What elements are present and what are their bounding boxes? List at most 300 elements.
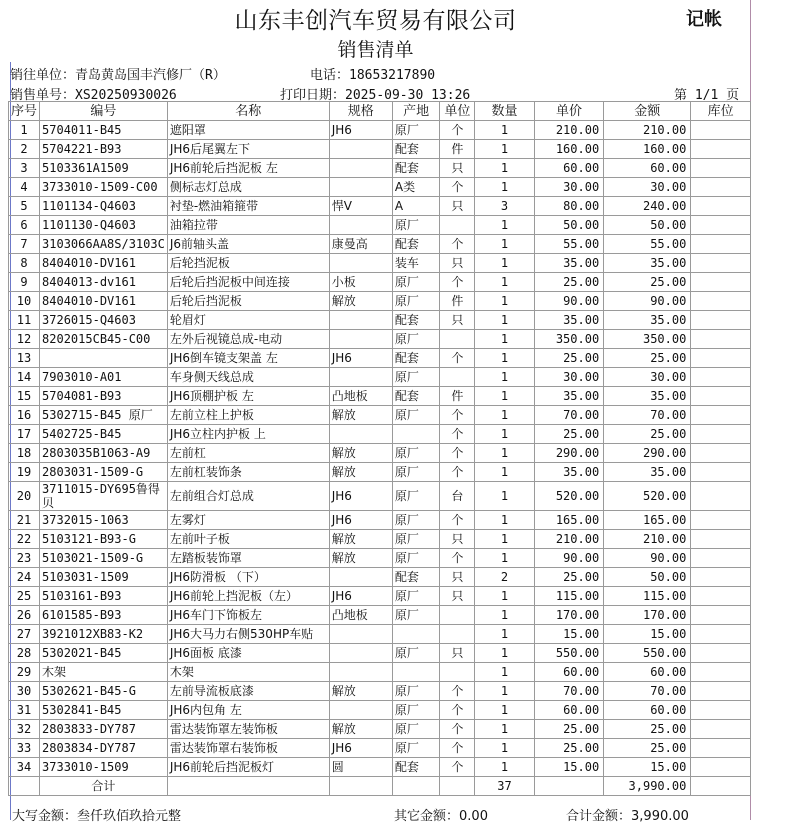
origin-cell: 配套 — [392, 349, 440, 368]
total-amount: 3,990.00 — [604, 777, 691, 796]
amount-cell: 30.00 — [604, 178, 691, 197]
storage-location-cell — [691, 216, 751, 235]
part-code-cell: 1101134-Q4603 — [40, 197, 168, 216]
amount-cell: 25.00 — [604, 720, 691, 739]
spec-cell — [329, 254, 392, 273]
amount-cell: 30.00 — [604, 368, 691, 387]
table-row — [9, 216, 751, 235]
amount-cell: 60.00 — [604, 663, 691, 682]
origin-cell: 原厂 — [392, 606, 440, 625]
origin-cell: 配套 — [392, 140, 440, 159]
quantity-cell: 2 — [475, 568, 535, 587]
unit-price-cell: 15.00 — [534, 758, 603, 777]
table-row — [9, 406, 751, 425]
part-name-cell: 车身侧天线总成 — [167, 368, 329, 387]
items-table — [8, 101, 751, 796]
unit-cell: 个 — [440, 178, 475, 197]
unit-price-cell: 35.00 — [534, 254, 603, 273]
storage-location-cell — [691, 406, 751, 425]
unit-cell: 个 — [440, 444, 475, 463]
origin-cell — [392, 625, 440, 644]
storage-location-cell — [691, 568, 751, 587]
unit-cell: 个 — [440, 701, 475, 720]
row-number-cell: 4 — [9, 178, 40, 197]
storage-location-cell — [691, 482, 751, 511]
amount-cell: 35.00 — [604, 463, 691, 482]
unit-cell: 个 — [440, 511, 475, 530]
storage-location-cell — [691, 530, 751, 549]
total-qty: 37 — [475, 777, 535, 796]
unit-cell — [440, 663, 475, 682]
part-name-cell: 侧标志灯总成 — [167, 178, 329, 197]
unit-cell: 个 — [440, 273, 475, 292]
part-name-cell: 木架 — [167, 663, 329, 682]
spec-cell — [329, 330, 392, 349]
origin-cell: 原厂 — [392, 273, 440, 292]
table-row — [9, 425, 751, 444]
table-row — [9, 663, 751, 682]
quantity-cell: 1 — [475, 140, 535, 159]
amount-cell: 25.00 — [604, 425, 691, 444]
phone-label: 电话： — [310, 68, 350, 83]
row-number-cell: 5 — [9, 197, 40, 216]
table-row — [9, 644, 751, 663]
quantity-cell: 1 — [475, 463, 535, 482]
part-name-cell: 雷达装饰罩左装饰板 — [167, 720, 329, 739]
quantity-cell: 1 — [475, 644, 535, 663]
amount-cell: 160.00 — [604, 140, 691, 159]
storage-location-cell — [691, 606, 751, 625]
part-code-cell: 5704081-B93 — [40, 387, 168, 406]
quantity-cell: 1 — [475, 311, 535, 330]
quantity-cell: 1 — [475, 406, 535, 425]
col-header: 产地 — [392, 102, 440, 121]
spec-cell — [329, 663, 392, 682]
part-name-cell: 后轮后挡泥板中间连接 — [167, 273, 329, 292]
part-code-cell: 7903010-A01 — [40, 368, 168, 387]
unit-price-cell: 30.00 — [534, 178, 603, 197]
spec-cell — [329, 311, 392, 330]
table-row — [9, 587, 751, 606]
storage-location-cell — [691, 387, 751, 406]
spec-cell — [329, 625, 392, 644]
unit-price-cell: 50.00 — [534, 216, 603, 235]
row-number-cell: 28 — [9, 644, 40, 663]
unit-price-cell: 90.00 — [534, 292, 603, 311]
origin-cell: 配套 — [392, 387, 440, 406]
part-name-cell: 遮阳罩 — [167, 121, 329, 140]
part-code-cell: 5402725-B45 — [40, 425, 168, 444]
storage-location-cell — [691, 663, 751, 682]
amount-cell: 25.00 — [604, 273, 691, 292]
row-number-cell: 30 — [9, 682, 40, 701]
table-row — [9, 140, 751, 159]
row-number-cell: 1 — [9, 121, 40, 140]
amount-words-value: 叁仟玖佰玖拾元整 — [77, 809, 182, 824]
print-date-label: 打印日期： — [280, 88, 346, 103]
part-code-cell: 3103066AA8S/3103C — [40, 235, 168, 254]
spec-cell: 解放 — [329, 463, 392, 482]
table-row — [9, 530, 751, 549]
row-number-cell: 18 — [9, 444, 40, 463]
unit-price-cell: 60.00 — [534, 159, 603, 178]
part-name-cell: 左外后视镜总成-电动 — [167, 330, 329, 349]
unit-price-cell: 520.00 — [534, 482, 603, 511]
part-name-cell: JH6前轮后挡泥板灯 — [167, 758, 329, 777]
customer-line — [10, 64, 226, 83]
part-code-cell: 5302715-B45 原厂 — [40, 406, 168, 425]
amount-cell: 25.00 — [604, 349, 691, 368]
table-row — [9, 463, 751, 482]
row-number-cell: 13 — [9, 349, 40, 368]
total-label: 合计 — [40, 777, 168, 796]
row-number-cell: 22 — [9, 530, 40, 549]
part-name-cell: 左前立柱上护板 — [167, 406, 329, 425]
unit-price-cell: 30.00 — [534, 368, 603, 387]
table-row — [9, 387, 751, 406]
unit-price-cell: 15.00 — [534, 625, 603, 644]
part-name-cell: 后轮后挡泥板 — [167, 292, 329, 311]
origin-cell: 原厂 — [392, 701, 440, 720]
amount-cell: 350.00 — [604, 330, 691, 349]
spec-cell: 圆 — [329, 758, 392, 777]
storage-location-cell — [691, 425, 751, 444]
amount-cell: 210.00 — [604, 121, 691, 140]
unit-cell — [440, 606, 475, 625]
storage-location-cell — [691, 368, 751, 387]
total-cell — [534, 777, 603, 796]
quantity-cell: 1 — [475, 663, 535, 682]
spec-cell — [329, 368, 392, 387]
row-number-cell: 32 — [9, 720, 40, 739]
storage-location-cell — [691, 273, 751, 292]
phone-number: 18653217890 — [349, 68, 436, 83]
part-code-cell: 5704011-B45 — [40, 121, 168, 140]
col-header: 金额 — [604, 102, 691, 121]
storage-location-cell — [691, 463, 751, 482]
table-row — [9, 178, 751, 197]
col-header: 名称 — [167, 102, 329, 121]
origin-cell: 原厂 — [392, 368, 440, 387]
row-number-cell: 12 — [9, 330, 40, 349]
unit-price-cell: 25.00 — [534, 273, 603, 292]
storage-location-cell — [691, 444, 751, 463]
unit-price-cell: 160.00 — [534, 140, 603, 159]
unit-cell: 只 — [440, 254, 475, 273]
amount-cell: 35.00 — [604, 311, 691, 330]
storage-location-cell — [691, 739, 751, 758]
row-number-cell: 34 — [9, 758, 40, 777]
origin-cell: 原厂 — [392, 530, 440, 549]
part-code-cell: 5302841-B45 — [40, 701, 168, 720]
table-row — [9, 739, 751, 758]
unit-cell: 只 — [440, 530, 475, 549]
spec-cell: 凸地板 — [329, 387, 392, 406]
total-cell — [167, 777, 329, 796]
quantity-cell: 1 — [475, 254, 535, 273]
table-row — [9, 682, 751, 701]
quantity-cell: 1 — [475, 606, 535, 625]
spec-cell — [329, 425, 392, 444]
unit-cell: 件 — [440, 140, 475, 159]
row-number-cell: 19 — [9, 463, 40, 482]
quantity-cell: 1 — [475, 758, 535, 777]
spec-cell: 解放 — [329, 292, 392, 311]
col-header: 单位 — [440, 102, 475, 121]
unit-cell: 个 — [440, 121, 475, 140]
unit-price-cell: 210.00 — [534, 121, 603, 140]
bookkeeping-badge: 记帐 — [686, 9, 722, 30]
table-row — [9, 159, 751, 178]
amount-cell: 55.00 — [604, 235, 691, 254]
unit-price-cell: 25.00 — [534, 720, 603, 739]
unit-cell — [440, 216, 475, 235]
storage-location-cell — [691, 720, 751, 739]
spec-cell: 凸地板 — [329, 606, 392, 625]
part-code-cell: 8404013-dv161 — [40, 273, 168, 292]
col-header: 单价 — [534, 102, 603, 121]
amount-cell: 50.00 — [604, 568, 691, 587]
part-name-cell: JH6后尾翼左下 — [167, 140, 329, 159]
origin-cell: 原厂 — [392, 463, 440, 482]
company-name: 山东丰创汽车贸易有限公司 — [234, 8, 517, 34]
storage-location-cell — [691, 292, 751, 311]
spec-cell — [329, 178, 392, 197]
storage-location-cell — [691, 311, 751, 330]
unit-cell: 个 — [440, 463, 475, 482]
table-body — [9, 121, 751, 777]
unit-price-cell: 70.00 — [534, 682, 603, 701]
amount-cell: 240.00 — [604, 197, 691, 216]
amount-words-label: 大写金额： — [12, 809, 78, 824]
part-code-cell: 2803834-DY787 — [40, 739, 168, 758]
spec-cell — [329, 568, 392, 587]
origin-cell: 原厂 — [392, 549, 440, 568]
spec-cell: 康曼高 — [329, 235, 392, 254]
quantity-cell: 1 — [475, 587, 535, 606]
part-code-cell: 5103121-B93-G — [40, 530, 168, 549]
storage-location-cell — [691, 349, 751, 368]
unit-price-cell: 35.00 — [534, 311, 603, 330]
part-code-cell: 8404010-DV161 — [40, 292, 168, 311]
table-row — [9, 482, 751, 511]
unit-price-cell: 25.00 — [534, 349, 603, 368]
part-name-cell: 左踏板装饰罩 — [167, 549, 329, 568]
total-row — [9, 777, 751, 796]
spec-cell: 解放 — [329, 406, 392, 425]
amount-cell: 70.00 — [604, 406, 691, 425]
origin-cell: 原厂 — [392, 720, 440, 739]
amount-in-words — [12, 805, 181, 824]
total-cell — [440, 777, 475, 796]
spec-cell: 解放 — [329, 530, 392, 549]
unit-cell: 个 — [440, 758, 475, 777]
part-code-cell: 2803833-DY787 — [40, 720, 168, 739]
unit-price-cell: 170.00 — [534, 606, 603, 625]
table-row — [9, 606, 751, 625]
unit-cell: 只 — [440, 159, 475, 178]
part-code-cell: 2803031-1509-G — [40, 463, 168, 482]
table-row — [9, 330, 751, 349]
table-row — [9, 625, 751, 644]
amount-cell: 115.00 — [604, 587, 691, 606]
unit-cell: 个 — [440, 235, 475, 254]
unit-price-cell: 55.00 — [534, 235, 603, 254]
part-name-cell: 左雾灯 — [167, 511, 329, 530]
storage-location-cell — [691, 121, 751, 140]
amount-cell: 165.00 — [604, 511, 691, 530]
part-code-cell: 2803035B1063-A9 — [40, 444, 168, 463]
grand-total — [566, 805, 689, 824]
storage-location-cell — [691, 549, 751, 568]
unit-price-cell: 550.00 — [534, 644, 603, 663]
amount-cell: 170.00 — [604, 606, 691, 625]
row-number-cell: 29 — [9, 663, 40, 682]
quantity-cell: 1 — [475, 625, 535, 644]
table-row — [9, 349, 751, 368]
unit-cell: 件 — [440, 387, 475, 406]
customer-name: 青岛黄岛国丰汽修厂（R） — [75, 68, 226, 83]
origin-cell: 原厂 — [392, 682, 440, 701]
col-header: 编号 — [40, 102, 168, 121]
row-number-cell: 2 — [9, 140, 40, 159]
table-row — [9, 549, 751, 568]
storage-location-cell — [691, 587, 751, 606]
amount-cell: 60.00 — [604, 701, 691, 720]
part-name-cell: 后轮挡泥板 — [167, 254, 329, 273]
col-header: 数量 — [475, 102, 535, 121]
quantity-cell: 1 — [475, 701, 535, 720]
row-number-cell: 15 — [9, 387, 40, 406]
spec-cell: 小板 — [329, 273, 392, 292]
other-amount-label: 其它金额： — [394, 809, 460, 824]
row-number-cell: 17 — [9, 425, 40, 444]
unit-price-cell: 210.00 — [534, 530, 603, 549]
origin-cell: 配套 — [392, 758, 440, 777]
part-name-cell: JH6大马力右侧530HP车贴 — [167, 625, 329, 644]
origin-cell — [392, 425, 440, 444]
unit-cell: 个 — [440, 739, 475, 758]
spec-cell — [329, 159, 392, 178]
quantity-cell: 1 — [475, 482, 535, 511]
table-row — [9, 197, 751, 216]
quantity-cell: 1 — [475, 511, 535, 530]
part-code-cell: 5103361A1509 — [40, 159, 168, 178]
spec-cell: 解放 — [329, 720, 392, 739]
part-name-cell: JH6车门下饰板左 — [167, 606, 329, 625]
row-number-cell: 31 — [9, 701, 40, 720]
part-code-cell — [40, 349, 168, 368]
amount-cell: 35.00 — [604, 387, 691, 406]
quantity-cell: 3 — [475, 197, 535, 216]
unit-price-cell: 35.00 — [534, 463, 603, 482]
amount-cell: 520.00 — [604, 482, 691, 511]
other-amount — [394, 805, 488, 824]
part-name-cell: 左前杠 — [167, 444, 329, 463]
spec-cell: 解放 — [329, 549, 392, 568]
spec-cell: JH6 — [329, 511, 392, 530]
part-code-cell: 8202015CB45-C00 — [40, 330, 168, 349]
row-number-cell: 20 — [9, 482, 40, 511]
unit-cell: 只 — [440, 568, 475, 587]
table-row — [9, 311, 751, 330]
storage-location-cell — [691, 625, 751, 644]
part-name-cell: JH6立柱内护板 上 — [167, 425, 329, 444]
table-row — [9, 121, 751, 140]
row-number-cell: 6 — [9, 216, 40, 235]
table-row — [9, 292, 751, 311]
storage-location-cell — [691, 758, 751, 777]
customer-label: 销往单位： — [10, 68, 76, 83]
col-header: 库位 — [691, 102, 751, 121]
storage-location-cell — [691, 178, 751, 197]
table-row — [9, 701, 751, 720]
total-cell — [691, 777, 751, 796]
origin-cell: 原厂 — [392, 292, 440, 311]
unit-cell: 台 — [440, 482, 475, 511]
row-number-cell: 24 — [9, 568, 40, 587]
origin-cell: 原厂 — [392, 587, 440, 606]
unit-price-cell: 115.00 — [534, 587, 603, 606]
part-code-cell: 5302621-B45-G — [40, 682, 168, 701]
storage-location-cell — [691, 644, 751, 663]
unit-cell: 个 — [440, 549, 475, 568]
unit-price-cell: 25.00 — [534, 739, 603, 758]
unit-cell: 个 — [440, 425, 475, 444]
col-header: 序号 — [9, 102, 40, 121]
origin-cell: 配套 — [392, 311, 440, 330]
row-number-cell: 27 — [9, 625, 40, 644]
storage-location-cell — [691, 235, 751, 254]
amount-cell: 25.00 — [604, 739, 691, 758]
origin-cell: A类 — [392, 178, 440, 197]
order-number: XS20250930026 — [75, 88, 177, 103]
part-name-cell: 雷达装饰罩右装饰板 — [167, 739, 329, 758]
order-label: 销售单号： — [10, 88, 76, 103]
table-row — [9, 720, 751, 739]
part-code-cell: 8404010-DV161 — [40, 254, 168, 273]
part-code-cell: 1101130-Q4603 — [40, 216, 168, 235]
unit-price-cell: 90.00 — [534, 549, 603, 568]
row-number-cell: 3 — [9, 159, 40, 178]
part-name-cell: JH6面板 底漆 — [167, 644, 329, 663]
unit-cell — [440, 330, 475, 349]
col-header: 规格 — [329, 102, 392, 121]
quantity-cell: 1 — [475, 216, 535, 235]
quantity-cell: 1 — [475, 549, 535, 568]
origin-cell: 原厂 — [392, 216, 440, 235]
row-number-cell: 23 — [9, 549, 40, 568]
spec-cell: 悍V — [329, 197, 392, 216]
origin-cell: 配套 — [392, 159, 440, 178]
table-row — [9, 568, 751, 587]
quantity-cell: 1 — [475, 368, 535, 387]
spec-cell: JH6 — [329, 587, 392, 606]
amount-cell: 550.00 — [604, 644, 691, 663]
quantity-cell: 1 — [475, 349, 535, 368]
part-code-cell: 5704221-B93 — [40, 140, 168, 159]
unit-price-cell: 60.00 — [534, 663, 603, 682]
other-amount-value: 0.00 — [459, 809, 488, 824]
unit-cell: 件 — [440, 292, 475, 311]
unit-price-cell: 70.00 — [534, 406, 603, 425]
origin-cell: 原厂 — [392, 121, 440, 140]
part-name-cell: J6前轴头盖 — [167, 235, 329, 254]
row-number-cell: 26 — [9, 606, 40, 625]
print-date: 2025-09-30 13:26 — [345, 88, 471, 103]
unit-cell: 只 — [440, 311, 475, 330]
unit-price-cell: 35.00 — [534, 387, 603, 406]
